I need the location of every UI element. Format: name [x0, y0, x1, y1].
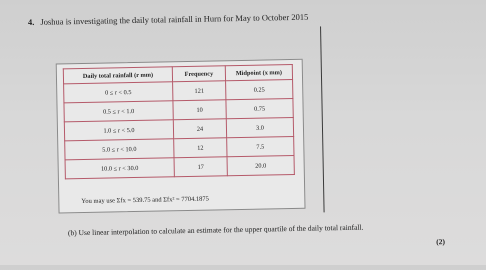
cell-interval: 0 ≤ r < 0.5	[64, 82, 173, 103]
cell-frequency: 24	[173, 119, 226, 139]
cell-interval: 5.0 ≤ r < 10.0	[65, 139, 174, 160]
cell-interval: 10.0 ≤ r < 30.0	[65, 158, 174, 179]
cell-frequency: 17	[174, 157, 227, 177]
data-table-box	[56, 59, 306, 214]
rainfall-table	[63, 64, 295, 179]
cell-midpoint: 7.5	[227, 136, 294, 156]
cell-interval: 1.0 ≤ r < 5.0	[64, 120, 173, 141]
cell-midpoint: 20.0	[227, 155, 294, 175]
cell-frequency: 121	[173, 81, 226, 101]
part-b-question	[68, 222, 408, 238]
cell-midpoint: 0.25	[226, 79, 293, 99]
header-midpoint: Midpoint (x mm)	[225, 64, 292, 80]
question-number: 4.	[27, 16, 35, 28]
question-text: Joshua is investigating the daily total rainfall in Hurn for May to October 2015	[40, 11, 309, 27]
table-row	[65, 155, 294, 178]
header-frequency: Frequency	[172, 66, 225, 82]
cell-midpoint: 3.0	[226, 117, 293, 137]
question-title	[28, 12, 309, 27]
cell-interval: 0.5 ≤ r < 1.0	[64, 101, 173, 122]
header-rainfall: Daily total rainfall (r mm)	[63, 67, 172, 84]
cell-frequency: 10	[173, 100, 226, 120]
part-b-marks: (2)	[436, 237, 446, 247]
summation-hint: You may use Σfx = 539.75 and Σfx² = 7704.1875	[81, 195, 209, 206]
cell-midpoint: 0.75	[226, 98, 293, 118]
answer-margin-line	[320, 26, 325, 212]
part-b-text: Use linear interpolation to calculate an estimate for the upper quartile of the daily total rainfall.	[78, 222, 364, 238]
cell-frequency: 12	[174, 138, 227, 158]
part-b-label: (b)	[67, 228, 77, 238]
